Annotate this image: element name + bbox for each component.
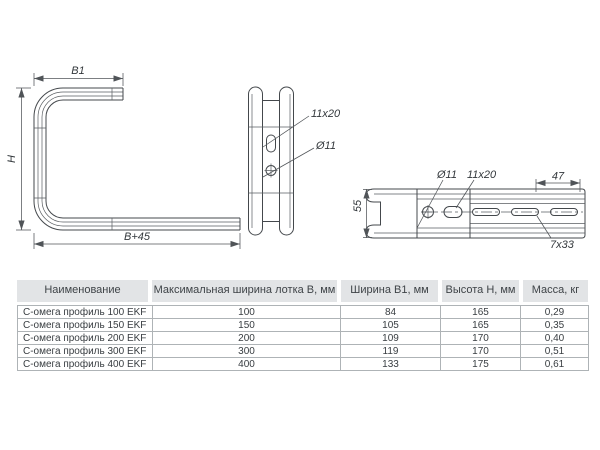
cell-height-h: 175 [441,358,521,371]
table-row [18,358,589,371]
cell-height-h: 165 [441,319,521,332]
cell-width-b1: 119 [341,345,441,358]
header-width-b1: Ширина B1, мм [341,280,438,302]
dim-h-label: H [6,155,18,163]
cell-mass: 0,51 [521,345,589,358]
cell-height-h: 170 [441,345,521,358]
front-view [249,87,342,235]
spec-table-body [17,305,589,371]
spec-table-header [17,280,588,302]
cell-width-b1: 109 [341,332,441,345]
front-hole-label: Ø11 [316,140,336,152]
header-mass: Масса, кг [523,280,588,302]
cell-max-width: 150 [153,319,341,332]
cell-height-h: 165 [441,306,521,319]
cell-width-b1: 84 [341,306,441,319]
left-view [6,65,240,249]
dim-b1-label: B1 [71,65,85,77]
cell-mass: 0,29 [521,306,589,319]
side-view [352,169,585,251]
cell-max-width: 200 [153,332,341,345]
cell-name: С-омега профиль 200 EKF [18,332,153,345]
cell-max-width: 300 [153,345,341,358]
front-slot-label: 11x20 [311,108,341,120]
header-height-h: Высота H, мм [442,280,519,302]
cell-max-width: 400 [153,358,341,371]
side-long-slot-label: 7x33 [550,239,574,251]
dim-55-label: 55 [352,199,364,213]
spec-table [17,280,588,371]
table-row [18,345,589,358]
side-slot-label: 11x20 [467,169,497,181]
cell-mass: 0,35 [521,319,589,332]
cell-width-b1: 105 [341,319,441,332]
table-row [18,332,589,345]
header-max-width: Максимальная ширина лотка B, мм [152,280,337,302]
cell-width-b1: 133 [341,358,441,371]
cell-height-h: 170 [441,332,521,345]
cell-name: С-омега профиль 400 EKF [18,358,153,371]
cell-max-width: 100 [153,306,341,319]
cell-name: С-омега профиль 300 EKF [18,345,153,358]
dim-47-label: 47 [551,170,565,183]
table-row [18,319,589,332]
cell-mass: 0,40 [521,332,589,345]
cell-mass: 0,61 [521,358,589,371]
cell-name: С-омега профиль 150 EKF [18,319,153,332]
cell-name: С-омега профиль 100 EKF [18,306,153,319]
side-hole-label: Ø11 [437,169,457,181]
header-name: Наименование [17,280,148,302]
table-row [18,306,589,319]
dim-b45-label: B+45 [124,231,150,243]
